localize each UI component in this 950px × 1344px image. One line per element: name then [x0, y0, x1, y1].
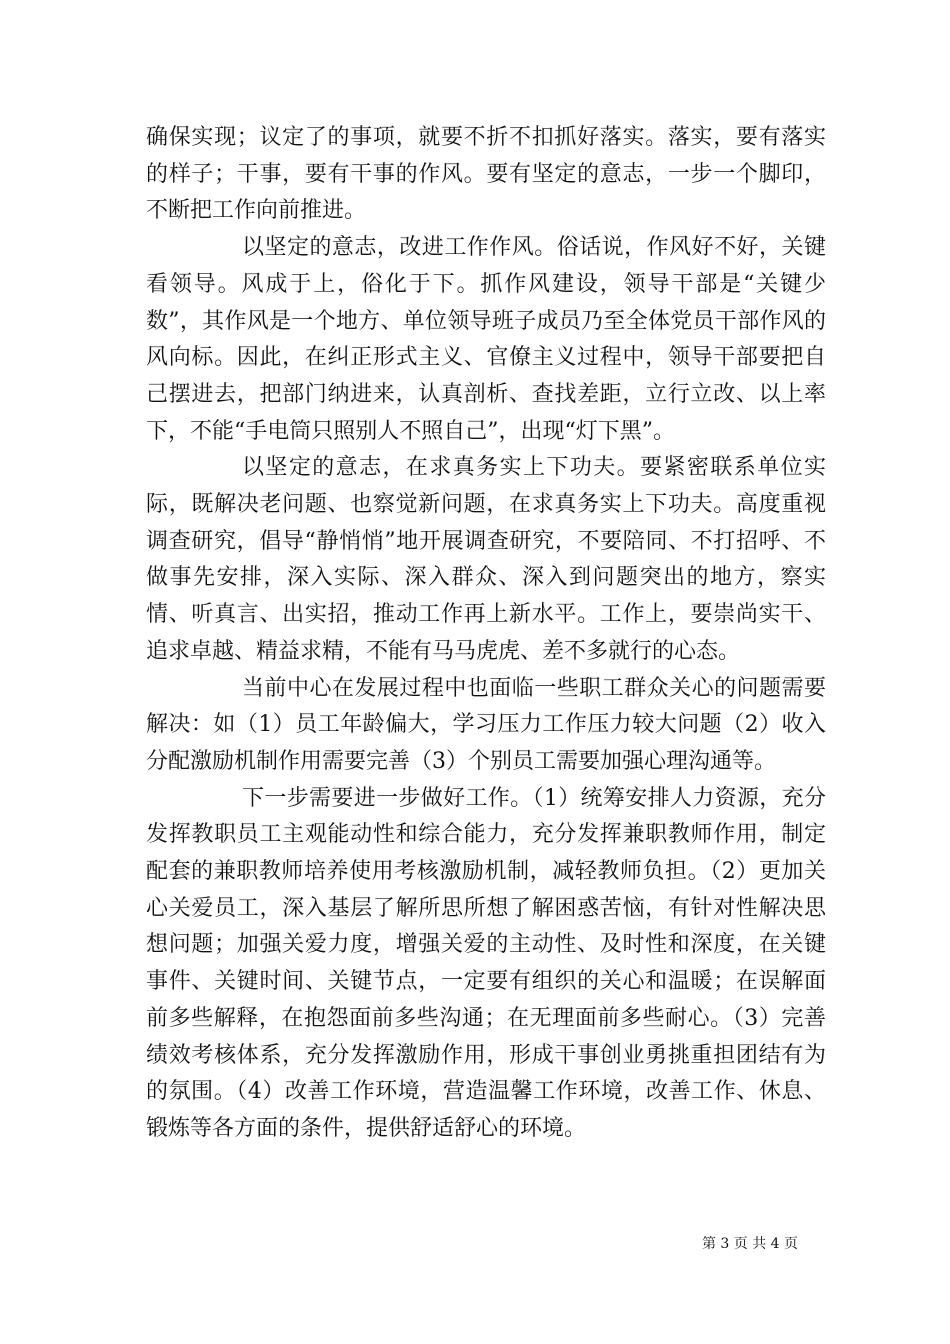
document-body	[146, 120, 826, 1148]
paragraph-current-issues: 当前中心在发展过程中也面临一些职工群众关心的问题需要解决：如（1）员工年龄偏大，学习压力工作压力较大问题（2）收入分配激励机制作用需要完善（3）个别员工需要加强心理沟通等。	[146, 675, 826, 774]
paragraph-work-style: 以坚定的意志，改进工作作风。俗话说，作风好不好，关键看领导。风成于上，俗化于下。抓作风建设，领导干部是“关键少数”，其作风是一个地方、单位领导班子成员乃至全体党员干部作风的风向标。因此，在纠正形式主义、官僚主义过程中，领导干部要把自己摆进去，把部门纳进来，认真剖析、查找差距，立行立改、以上率下，不能“手电筒只照别人不照自己”，出现“灯下黑”。	[146, 235, 826, 444]
paragraph-next-steps: 下一步需要进一步做好工作。（1）统筹安排人力资源，充分发挥教职员工主观能动性和综合能力，充分发挥兼职教师作用，制定配套的兼职教师培养使用考核激励机制，减轻教师负担。（2）更加关心关爱员工，深入基层了解所思所想了解困惑苦恼，有针对性解决思想问题；加强关爱力度，增强关爱的主动性、及时性和深度，在关键事件、关键时间、关键节点，一定要有组织的关心和温暖；在误解面前多些解释，在抱怨面前多些沟通；在无理面前多些耐心。（3）完善绩效考核体系，充分发挥激励作用，形成干事创业勇挑重担团结有为的氛围。（4）改善工作环境，营造温馨工作环境，改善工作、休息、锻炼等各方面的条件，提供舒适舒心的环境。	[146, 785, 826, 1141]
paragraph-pragmatism: 以坚定的意志，在求真务实上下功夫。要紧密联系单位实际，既解决老问题、也察觉新问题，在求真务实上下功夫。高度重视调查研究，倡导“静悄悄”地开展调查研究，不要陪同、不打招呼、不做事先安排，深入实际、深入群众、深入到问题突出的地方，察实情、听真言、出实招，推动工作再上新水平。工作上，要崇尚实干、追求卓越、精益求精，不能有马马虎虎、差不多就行的心态。	[146, 455, 826, 664]
paragraph-continuation: 确保实现；议定了的事项，就要不折不扣抓好落实。落实，要有落实的样子；干事，要有干事的作风。要有坚定的意志，一步一个脚印，不断把工作向前推进。	[146, 125, 826, 224]
page-number-footer: 第 3 页 共 4 页	[701, 1236, 799, 1252]
